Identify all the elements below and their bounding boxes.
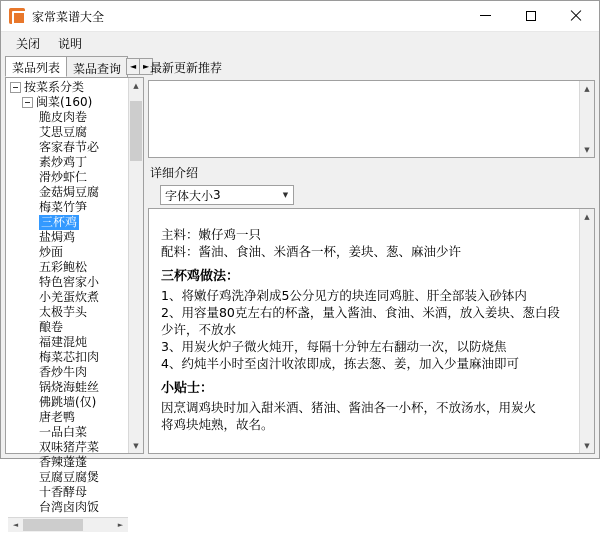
tree-item[interactable] bbox=[8, 455, 128, 470]
dish-tree-panel bbox=[5, 77, 144, 529]
tree-item[interactable] bbox=[8, 260, 128, 275]
article-method-title: 三杯鸡做法： bbox=[161, 269, 240, 284]
tree-item[interactable] bbox=[8, 140, 128, 155]
right-pane bbox=[148, 56, 595, 454]
vscroll-track[interactable] bbox=[580, 96, 594, 142]
tree-item[interactable] bbox=[8, 410, 128, 425]
tab-dish-search[interactable]: 菜品查询 bbox=[66, 56, 128, 77]
tree-item[interactable] bbox=[8, 125, 128, 140]
scroll-up-icon[interactable]: ▲ bbox=[129, 78, 143, 93]
tree-item[interactable] bbox=[8, 155, 128, 170]
recommend-panel[interactable] bbox=[148, 80, 595, 158]
tree-item-label: 小羌蛋炊煮 bbox=[39, 290, 100, 304]
hscroll-track[interactable] bbox=[23, 518, 113, 532]
tree-item[interactable] bbox=[8, 290, 128, 305]
tree-item-label: 梅菜竹笋 bbox=[39, 200, 88, 214]
tree-item-label: 福建混炖 bbox=[39, 335, 88, 349]
tab-scroll-right-button[interactable]: ► bbox=[139, 58, 153, 75]
tree-item-label: 锅烧海蛙丝 bbox=[39, 380, 100, 394]
left-pane bbox=[5, 56, 150, 529]
tree-item[interactable] bbox=[8, 335, 128, 350]
tree-item[interactable] bbox=[8, 470, 128, 485]
tree-item[interactable] bbox=[8, 305, 128, 320]
minimize-icon bbox=[480, 15, 491, 16]
tree-item-label: 三杯鸡 bbox=[41, 215, 78, 229]
tree-item[interactable] bbox=[8, 185, 128, 200]
scroll-up-icon[interactable]: ▲ bbox=[580, 81, 594, 96]
article-step: 2、用容量80克左右的杯盏，量入酱油、食油、米酒，放入姜块、葱白段少许，不放水 bbox=[161, 305, 560, 337]
font-size-row bbox=[148, 185, 595, 205]
chevron-down-icon[interactable]: ▼ bbox=[282, 191, 289, 199]
tree-item-label: 双味猪芹菜 bbox=[39, 440, 100, 454]
article-step: 1、将嫩仔鸡洗净剁成5公分见方的块连同鸡脏、肝全部装入砂钵内 bbox=[161, 288, 527, 303]
tree-item-label: 脆皮肉卷 bbox=[39, 110, 88, 124]
spacer bbox=[161, 215, 571, 226]
tree-item[interactable] bbox=[8, 485, 128, 500]
article-panel[interactable] bbox=[148, 208, 595, 454]
article-tip: 因烹调鸡块时加入甜米酒、猪油、酱油各一小杯，不放汤水，用炭火 bbox=[161, 400, 537, 415]
tree-item-label: 金菇焗豆腐 bbox=[39, 185, 100, 199]
tree-item[interactable] bbox=[8, 170, 128, 185]
tree-horizontal-scrollbar[interactable] bbox=[8, 517, 128, 532]
window-controls bbox=[463, 1, 599, 32]
vscroll-track[interactable] bbox=[129, 93, 143, 438]
menu-bar bbox=[1, 32, 599, 54]
article-tip: 将鸡块炖熟，故名。 bbox=[161, 417, 274, 432]
detail-label: 详细介绍 bbox=[150, 166, 199, 180]
tree-node-category-root[interactable] bbox=[8, 80, 128, 95]
maximize-icon bbox=[526, 11, 536, 21]
tree-vertical-scrollbar[interactable] bbox=[128, 78, 143, 453]
app-icon bbox=[9, 8, 25, 24]
tab-scroll-left-button[interactable]: ◄ bbox=[126, 58, 140, 75]
main-body bbox=[1, 54, 599, 529]
recommend-vertical-scrollbar[interactable] bbox=[579, 81, 594, 157]
collapse-icon[interactable] bbox=[22, 97, 33, 108]
tree-item-label: 客家春节必 bbox=[39, 140, 100, 154]
vscroll-thumb[interactable] bbox=[130, 101, 142, 161]
scroll-up-icon[interactable]: ▲ bbox=[580, 209, 594, 224]
tree-item-label: 十香酵母 bbox=[39, 485, 88, 499]
article-step: 3、用炭火炉子微火炖开，每隔十分钟左右翻动一次，以防烧焦 bbox=[161, 339, 507, 354]
tree-node-label: 按菜系分类 bbox=[24, 80, 85, 94]
article-content bbox=[149, 209, 579, 453]
close-icon bbox=[570, 10, 582, 22]
tree-item[interactable] bbox=[8, 380, 128, 395]
article-ingredients-main: 主料：嫩仔鸡一只 bbox=[161, 227, 262, 242]
tree-item[interactable] bbox=[8, 500, 128, 515]
tree-item-label: 太极芋头 bbox=[39, 305, 88, 319]
article-ingredients-sub: 配料：酱油、食油、米酒各一杯，姜块、葱、麻油少许 bbox=[161, 244, 462, 259]
tree-item-label: 艾思豆腐 bbox=[39, 125, 88, 139]
font-size-label: 字体大小 bbox=[165, 188, 214, 203]
tree-item[interactable] bbox=[8, 110, 128, 125]
tree-item-label: 一品白菜 bbox=[39, 425, 88, 439]
collapse-icon[interactable] bbox=[10, 82, 21, 93]
tree-item-label: 佛跳墙(仅) bbox=[39, 395, 97, 409]
tree-item-label: 豆腐豆腐煲 bbox=[39, 470, 100, 484]
scroll-down-icon[interactable]: ▼ bbox=[129, 438, 143, 453]
tree-node-fujian[interactable] bbox=[8, 95, 128, 110]
minimize-button[interactable] bbox=[463, 1, 508, 32]
tab-dish-list[interactable]: 菜品列表 bbox=[5, 56, 67, 77]
tree-item-label: 唐老鸭 bbox=[39, 410, 76, 424]
tree-item-selected[interactable] bbox=[8, 215, 128, 230]
hscroll-thumb[interactable] bbox=[23, 519, 83, 531]
title-bar bbox=[1, 1, 599, 32]
tree-item-label: 酿卷 bbox=[39, 320, 64, 334]
font-size-select[interactable] bbox=[160, 185, 294, 205]
tree-item-label: 滑炒虾仁 bbox=[39, 170, 88, 184]
tree-item[interactable] bbox=[8, 230, 128, 245]
tree-item[interactable] bbox=[8, 365, 128, 380]
tree-item-label: 素炒鸡丁 bbox=[39, 155, 88, 169]
maximize-button[interactable] bbox=[508, 1, 553, 32]
recommend-label: 最新更新推荐 bbox=[150, 61, 223, 75]
tree-item-label: 梅菜芯扣肉 bbox=[39, 350, 100, 364]
menu-item-help[interactable]: 说明 bbox=[58, 36, 83, 51]
tree-item-label: 炒面 bbox=[39, 245, 64, 259]
dish-tree[interactable] bbox=[6, 78, 128, 529]
tree-item[interactable] bbox=[8, 320, 128, 335]
tree-item[interactable] bbox=[8, 425, 128, 440]
article-tips-title: 小贴士： bbox=[161, 381, 214, 396]
scroll-down-icon[interactable]: ▼ bbox=[580, 142, 594, 157]
scroll-right-icon[interactable]: ► bbox=[117, 520, 124, 529]
menu-item-close[interactable]: 关闭 bbox=[16, 36, 41, 51]
close-button[interactable] bbox=[553, 1, 599, 32]
scroll-left-icon[interactable]: ◄ bbox=[12, 520, 19, 529]
tree-item[interactable] bbox=[8, 245, 128, 260]
article-step: 4、约炖半小时至卤汁收浓即成，拣去葱、姜，加入少量麻油即可 bbox=[161, 356, 519, 371]
tree-item-label: 台湾卤肉饭 bbox=[39, 500, 100, 514]
vscroll-track[interactable] bbox=[580, 224, 594, 438]
tree-item-label: 香炒牛肉 bbox=[39, 365, 88, 379]
tree-item[interactable] bbox=[8, 395, 128, 410]
tree-item-label: 香辣蓬蓬 bbox=[39, 455, 88, 469]
tree-item-label: 五彩鲍松 bbox=[39, 260, 88, 274]
tree-item-label: 特色窖家小 bbox=[39, 275, 100, 289]
font-size-value: 3 bbox=[213, 188, 221, 202]
tree-item[interactable] bbox=[8, 200, 128, 215]
tree-item-label: 盐焗鸡 bbox=[39, 230, 76, 244]
tree-item[interactable] bbox=[8, 440, 128, 455]
tree-node-label: 闽菜(160) bbox=[36, 95, 93, 109]
scroll-down-icon[interactable]: ▼ bbox=[580, 438, 594, 453]
recommend-content bbox=[149, 81, 579, 157]
window-title: 家常菜谱大全 bbox=[32, 9, 105, 24]
tree-item[interactable] bbox=[8, 275, 128, 290]
tree-item[interactable] bbox=[8, 350, 128, 365]
tab-strip bbox=[5, 56, 150, 77]
article-vertical-scrollbar[interactable] bbox=[579, 209, 594, 453]
